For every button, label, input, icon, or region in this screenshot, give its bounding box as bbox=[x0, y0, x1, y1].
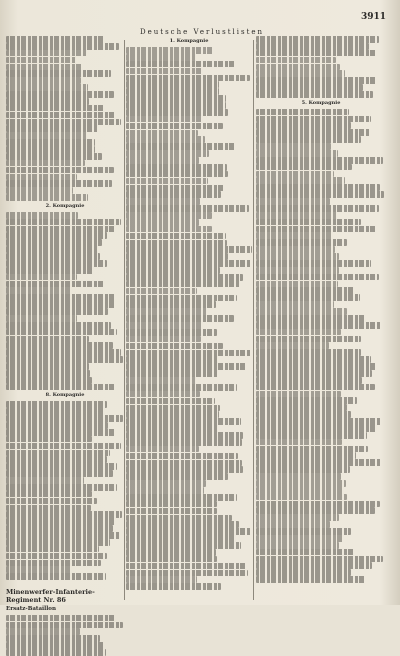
illegible-text-line bbox=[6, 566, 72, 573]
illegible-text-line bbox=[256, 109, 349, 116]
illegible-text-line bbox=[256, 569, 351, 576]
illegible-text-line bbox=[126, 267, 220, 274]
illegible-text-line bbox=[6, 274, 77, 281]
text-block bbox=[256, 109, 386, 583]
illegible-text-line bbox=[6, 635, 100, 642]
illegible-text-line bbox=[6, 57, 76, 64]
illegible-text-line bbox=[6, 167, 114, 174]
illegible-text-line bbox=[126, 418, 241, 425]
illegible-text-line bbox=[126, 47, 214, 54]
illegible-text-line bbox=[126, 439, 242, 446]
illegible-text-line bbox=[126, 136, 205, 143]
illegible-text-line bbox=[256, 336, 361, 343]
illegible-text-line bbox=[6, 112, 116, 119]
illegible-text-line bbox=[126, 453, 238, 460]
illegible-text-line bbox=[6, 525, 113, 532]
illegible-text-line bbox=[126, 363, 246, 370]
illegible-text-line bbox=[256, 562, 372, 569]
illegible-text-line bbox=[256, 308, 347, 315]
illegible-text-line bbox=[6, 477, 84, 484]
illegible-text-line bbox=[256, 439, 342, 446]
illegible-text-line bbox=[6, 491, 92, 498]
illegible-text-line bbox=[256, 349, 361, 356]
illegible-text-line bbox=[6, 573, 106, 580]
illegible-text-line bbox=[126, 556, 217, 563]
illegible-text-line bbox=[126, 370, 218, 377]
illegible-text-line bbox=[6, 119, 121, 126]
illegible-text-line bbox=[126, 171, 228, 178]
illegible-text-line bbox=[6, 212, 78, 219]
column-rule bbox=[253, 40, 254, 600]
illegible-text-line bbox=[256, 198, 330, 205]
illegible-text-line bbox=[256, 521, 330, 528]
page-number: 3911 bbox=[360, 12, 386, 22]
illegible-text-line bbox=[126, 542, 241, 549]
illegible-text-line bbox=[6, 174, 77, 181]
illegible-text-line bbox=[126, 143, 235, 150]
illegible-text-line bbox=[256, 377, 362, 384]
illegible-text-line bbox=[126, 308, 207, 315]
illegible-text-line bbox=[6, 194, 88, 201]
illegible-text-line bbox=[126, 515, 232, 522]
illegible-text-line bbox=[126, 281, 240, 288]
illegible-text-line bbox=[126, 398, 215, 405]
illegible-text-line bbox=[256, 281, 338, 288]
illegible-text-line bbox=[6, 342, 113, 349]
illegible-text-line bbox=[256, 50, 377, 57]
illegible-text-line bbox=[256, 116, 371, 123]
illegible-text-line bbox=[256, 191, 384, 198]
illegible-text-line bbox=[126, 391, 200, 398]
illegible-text-line bbox=[126, 460, 242, 467]
illegible-text-line bbox=[256, 411, 351, 418]
illegible-text-line bbox=[6, 498, 97, 505]
illegible-text-line bbox=[126, 466, 243, 473]
illegible-text-line bbox=[6, 518, 116, 525]
illegible-text-line bbox=[126, 549, 216, 556]
illegible-text-line bbox=[256, 287, 354, 294]
illegible-text-line bbox=[6, 329, 117, 336]
illegible-text-line bbox=[6, 363, 89, 370]
illegible-text-line bbox=[256, 528, 351, 535]
illegible-text-line bbox=[6, 187, 73, 194]
illegible-text-line bbox=[6, 70, 111, 77]
illegible-text-line bbox=[126, 219, 199, 226]
illegible-text-line bbox=[256, 77, 376, 84]
illegible-text-line bbox=[6, 226, 116, 233]
illegible-text-line bbox=[6, 180, 112, 187]
illegible-text-line bbox=[126, 535, 236, 542]
illegible-text-line bbox=[256, 404, 347, 411]
illegible-text-line bbox=[126, 528, 251, 535]
illegible-text-line bbox=[126, 521, 239, 528]
illegible-text-line bbox=[6, 615, 116, 622]
illegible-text-line bbox=[6, 267, 94, 274]
illegible-text-line bbox=[126, 178, 208, 185]
illegible-text-line bbox=[256, 363, 377, 370]
illegible-text-line bbox=[126, 123, 223, 130]
illegible-text-line bbox=[126, 253, 228, 260]
illegible-text-line bbox=[256, 171, 334, 178]
illegible-text-line bbox=[6, 443, 121, 450]
illegible-text-line bbox=[6, 84, 88, 91]
illegible-text-line bbox=[6, 356, 123, 363]
illegible-text-line bbox=[256, 177, 345, 184]
running-title: Deutsche Verlustlisten bbox=[140, 28, 265, 36]
illegible-text-line bbox=[126, 576, 197, 583]
illegible-text-line bbox=[6, 50, 87, 57]
illegible-text-line bbox=[126, 377, 196, 384]
illegible-text-line bbox=[126, 301, 216, 308]
illegible-text-line bbox=[126, 350, 251, 357]
column-left bbox=[6, 36, 124, 613]
section-heading: 1. Kompagnie bbox=[169, 38, 209, 44]
illegible-text-line bbox=[256, 136, 361, 143]
illegible-text-line bbox=[256, 260, 371, 267]
illegible-text-line bbox=[256, 549, 354, 556]
illegible-text-line bbox=[126, 95, 226, 102]
illegible-text-line bbox=[6, 64, 83, 71]
column-rule bbox=[124, 40, 125, 600]
illegible-text-line bbox=[126, 329, 217, 336]
illegible-text-line bbox=[256, 397, 357, 404]
illegible-text-line bbox=[256, 473, 341, 480]
illegible-text-line bbox=[6, 132, 87, 139]
text-block bbox=[6, 615, 124, 656]
illegible-text-line bbox=[256, 157, 383, 164]
illegible-text-line bbox=[6, 246, 98, 253]
illegible-text-line bbox=[126, 61, 236, 68]
illegible-text-line bbox=[256, 514, 339, 521]
illegible-text-line bbox=[256, 494, 347, 501]
illegible-text-line bbox=[256, 507, 375, 514]
illegible-text-line bbox=[256, 267, 339, 274]
illegible-text-line bbox=[256, 122, 351, 129]
illegible-text-line bbox=[126, 432, 243, 439]
illegible-text-line bbox=[256, 535, 343, 542]
illegible-text-line bbox=[256, 129, 370, 136]
illegible-text-line bbox=[126, 487, 204, 494]
illegible-text-line bbox=[6, 219, 121, 226]
illegible-text-line bbox=[6, 450, 110, 457]
illegible-text-line bbox=[126, 288, 197, 295]
illegible-text-line bbox=[256, 64, 340, 71]
illegible-text-line bbox=[6, 287, 72, 294]
illegible-text-line bbox=[126, 198, 200, 205]
illegible-text-line bbox=[256, 446, 368, 453]
illegible-text-line bbox=[6, 401, 107, 408]
illegible-text-line bbox=[256, 329, 341, 336]
illegible-text-line bbox=[256, 184, 380, 191]
illegible-text-line bbox=[126, 563, 246, 570]
illegible-text-line bbox=[126, 233, 226, 240]
illegible-text-line bbox=[6, 553, 107, 560]
notice-subtitle: Ersatz-Bataillon bbox=[6, 606, 56, 613]
illegible-text-line bbox=[126, 130, 198, 137]
illegible-text-line bbox=[126, 205, 249, 212]
illegible-text-line bbox=[126, 384, 237, 391]
text-block bbox=[6, 36, 124, 201]
illegible-text-line bbox=[126, 446, 199, 453]
illegible-text-line bbox=[126, 150, 209, 157]
illegible-text-line bbox=[126, 68, 203, 75]
illegible-text-line bbox=[256, 315, 366, 322]
illegible-text-line bbox=[256, 370, 372, 377]
illegible-text-line bbox=[6, 322, 111, 329]
illegible-text-line bbox=[256, 274, 379, 281]
illegible-text-line bbox=[126, 336, 201, 343]
illegible-text-line bbox=[126, 583, 221, 590]
illegible-text-line bbox=[6, 470, 113, 477]
illegible-text-line bbox=[6, 125, 98, 132]
illegible-text-line bbox=[126, 501, 217, 508]
illegible-text-line bbox=[256, 466, 350, 473]
illegible-text-line bbox=[256, 36, 379, 43]
illegible-text-line bbox=[6, 429, 115, 436]
illegible-text-line bbox=[126, 157, 199, 164]
illegible-text-line bbox=[6, 628, 80, 635]
illegible-text-line bbox=[256, 232, 333, 239]
illegible-text-line bbox=[256, 459, 381, 466]
section-heading: 8. Kompagnie bbox=[45, 392, 85, 399]
text-block bbox=[126, 47, 252, 590]
illegible-text-line bbox=[256, 356, 371, 363]
illegible-text-line bbox=[6, 139, 95, 146]
illegible-text-line bbox=[256, 342, 329, 349]
illegible-text-line bbox=[126, 322, 202, 329]
illegible-text-line bbox=[256, 425, 376, 432]
illegible-text-line bbox=[256, 487, 344, 494]
illegible-text-line bbox=[126, 343, 223, 350]
illegible-text-line bbox=[126, 480, 206, 487]
illegible-text-line bbox=[6, 36, 105, 43]
illegible-text-line bbox=[256, 322, 381, 329]
illegible-text-line bbox=[126, 75, 250, 82]
illegible-text-line bbox=[126, 109, 228, 116]
illegible-text-line bbox=[6, 77, 81, 84]
illegible-text-line bbox=[256, 164, 352, 171]
illegible-text-line bbox=[126, 494, 237, 501]
illegible-text-line bbox=[6, 484, 117, 491]
illegible-text-line bbox=[6, 505, 91, 512]
illegible-text-line bbox=[256, 150, 338, 157]
illegible-text-line bbox=[6, 301, 116, 308]
column-middle bbox=[126, 36, 252, 601]
illegible-text-line bbox=[126, 260, 251, 267]
illegible-text-line bbox=[126, 226, 212, 233]
illegible-text-line bbox=[256, 253, 339, 260]
illegible-text-line bbox=[126, 315, 234, 322]
illegible-text-line bbox=[6, 532, 120, 539]
illegible-text-line bbox=[256, 219, 361, 226]
illegible-text-line bbox=[256, 301, 334, 308]
illegible-text-line bbox=[6, 511, 122, 518]
illegible-text-line bbox=[6, 642, 104, 649]
illegible-text-line bbox=[126, 191, 221, 198]
illegible-text-line bbox=[6, 370, 90, 377]
illegible-text-line bbox=[6, 622, 123, 629]
illegible-text-line bbox=[6, 239, 102, 246]
illegible-text-line bbox=[6, 98, 89, 105]
illegible-text-line bbox=[256, 91, 373, 98]
illegible-text-line bbox=[126, 116, 203, 123]
illegible-text-line bbox=[256, 452, 356, 459]
illegible-text-line bbox=[256, 576, 366, 583]
illegible-text-line bbox=[6, 377, 92, 384]
illegible-text-line bbox=[126, 356, 218, 363]
illegible-text-line bbox=[6, 294, 115, 301]
illegible-text-line bbox=[256, 212, 337, 219]
illegible-text-line bbox=[126, 240, 227, 247]
illegible-text-line bbox=[126, 164, 227, 171]
column-right bbox=[256, 36, 386, 601]
illegible-text-line bbox=[256, 391, 341, 398]
illegible-text-line bbox=[126, 81, 219, 88]
illegible-text-line bbox=[6, 146, 95, 153]
notice-title: Minenwerfer-Infanterie-Regiment Nr. 86 bbox=[6, 588, 95, 605]
illegible-text-line bbox=[256, 501, 380, 508]
illegible-text-line bbox=[6, 384, 115, 391]
illegible-text-line bbox=[256, 418, 381, 425]
section-heading: 5. Kompagnie bbox=[301, 99, 341, 106]
illegible-text-line bbox=[6, 232, 107, 239]
illegible-text-line bbox=[126, 212, 212, 219]
illegible-text-line bbox=[256, 57, 336, 64]
illegible-text-line bbox=[256, 239, 347, 246]
illegible-text-line bbox=[256, 542, 339, 549]
illegible-text-line bbox=[126, 295, 237, 302]
illegible-text-line bbox=[256, 84, 363, 91]
illegible-text-line bbox=[126, 88, 219, 95]
illegible-text-line bbox=[6, 560, 101, 567]
illegible-text-line bbox=[6, 91, 114, 98]
illegible-text-line bbox=[6, 422, 108, 429]
illegible-text-line bbox=[6, 546, 99, 553]
illegible-text-line bbox=[6, 408, 105, 415]
illegible-text-line bbox=[6, 308, 108, 315]
illegible-text-line bbox=[6, 153, 102, 160]
section-heading: 2. Kompagnie bbox=[45, 202, 85, 209]
illegible-text-line bbox=[256, 384, 375, 391]
illegible-text-line bbox=[256, 432, 367, 439]
illegible-text-line bbox=[6, 415, 123, 422]
illegible-text-line bbox=[256, 205, 379, 212]
illegible-text-line bbox=[6, 456, 107, 463]
illegible-text-line bbox=[6, 315, 77, 322]
text-block bbox=[256, 36, 386, 98]
illegible-text-line bbox=[6, 463, 117, 470]
illegible-text-line bbox=[6, 281, 104, 288]
illegible-text-line bbox=[256, 556, 383, 563]
illegible-text-line bbox=[6, 649, 106, 656]
illegible-text-line bbox=[6, 253, 100, 260]
illegible-text-line bbox=[126, 54, 196, 61]
illegible-text-line bbox=[126, 411, 219, 418]
illegible-text-line bbox=[6, 539, 110, 546]
illegible-text-line bbox=[256, 246, 335, 253]
illegible-text-line bbox=[126, 405, 220, 412]
text-block bbox=[6, 212, 124, 391]
illegible-text-line bbox=[256, 143, 331, 150]
illegible-text-line bbox=[6, 260, 107, 267]
illegible-text-line bbox=[6, 436, 92, 443]
illegible-text-line bbox=[126, 508, 217, 515]
illegible-text-line bbox=[6, 105, 104, 112]
illegible-text-line bbox=[256, 226, 376, 233]
text-block bbox=[6, 401, 124, 580]
illegible-text-line bbox=[256, 70, 345, 77]
illegible-text-line bbox=[6, 43, 119, 50]
illegible-text-line bbox=[126, 473, 228, 480]
illegible-text-line bbox=[6, 336, 89, 343]
illegible-text-line bbox=[126, 570, 248, 577]
illegible-text-line bbox=[126, 274, 243, 281]
illegible-text-line bbox=[126, 102, 226, 109]
illegible-text-line bbox=[6, 349, 121, 356]
illegible-text-line bbox=[126, 425, 218, 432]
illegible-text-line bbox=[126, 246, 252, 253]
illegible-text-line bbox=[256, 43, 369, 50]
illegible-text-line bbox=[256, 294, 360, 301]
illegible-text-line bbox=[256, 480, 346, 487]
illegible-text-line bbox=[126, 185, 224, 192]
illegible-text-line bbox=[6, 160, 85, 167]
page-header bbox=[0, 6, 400, 36]
